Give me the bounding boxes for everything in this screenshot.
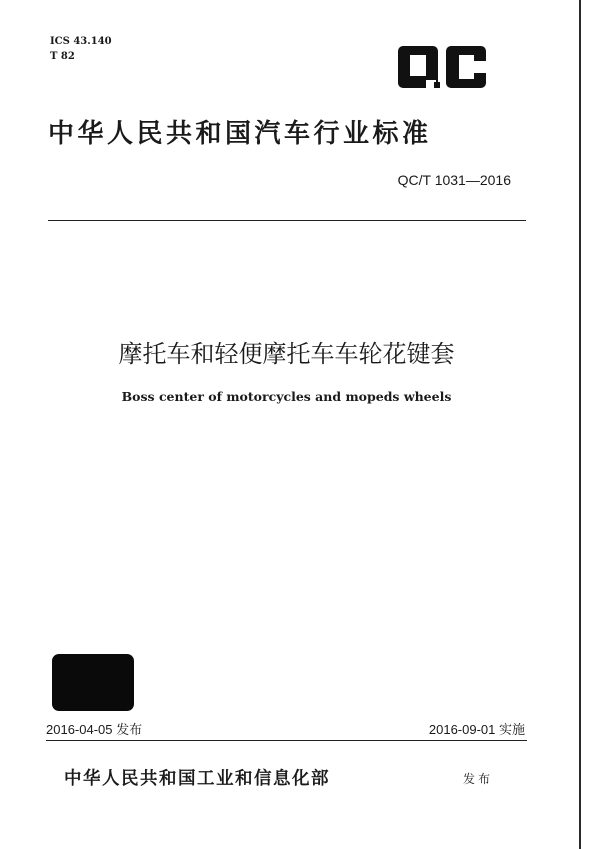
standard-number: QC/T 1031—2016 xyxy=(397,172,511,188)
qc-logo xyxy=(396,44,490,90)
bottom-divider xyxy=(46,740,527,741)
implementation-date: 2016-09-01 实施 xyxy=(428,722,525,737)
redaction-block xyxy=(52,654,134,711)
top-divider xyxy=(48,220,526,221)
standard-title-chinese: 摩托车和轻便摩托车车轮花键套 xyxy=(118,340,455,368)
industry-standard-title: 中华人民共和国汽车行业标准 xyxy=(48,119,432,149)
ics-code: ICS 43.140 xyxy=(50,36,112,47)
page-edge-line xyxy=(579,0,581,849)
issue-date: 2016-04-05 发布 xyxy=(46,722,143,737)
publish-label: 发布 xyxy=(463,772,494,786)
publisher-name: 中华人民共和国工业和信息化部 xyxy=(64,769,330,789)
ccs-code: T 82 xyxy=(50,51,75,62)
classification-codes xyxy=(50,34,112,64)
standard-title-english: Boss center of motorcycles and mopeds wheels xyxy=(121,389,452,404)
